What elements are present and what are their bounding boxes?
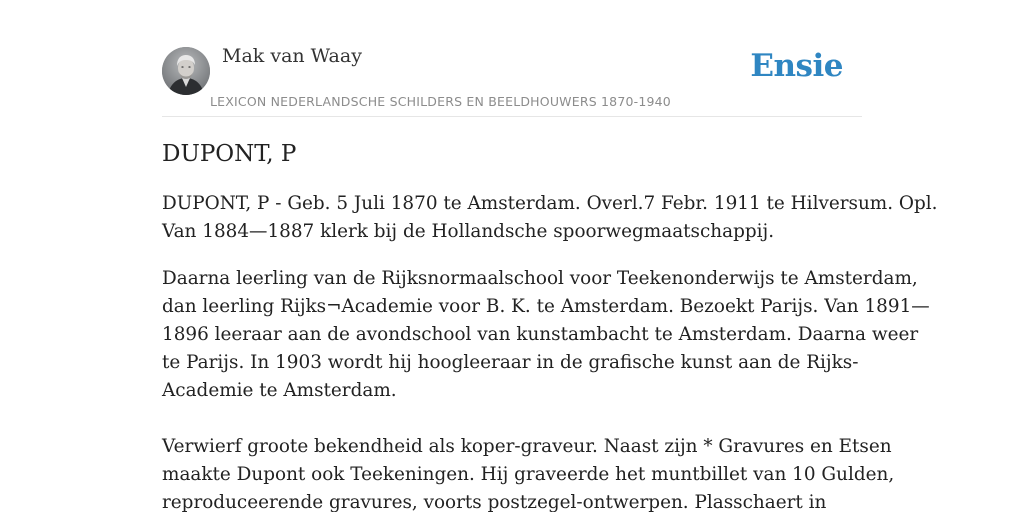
article-title: DUPONT, P bbox=[162, 141, 297, 167]
author-avatar[interactable] bbox=[162, 47, 210, 95]
publication-name: LEXICON NEDERLANDSCHE SCHILDERS EN BEELDHOUWERS 1870-1940 bbox=[210, 94, 671, 109]
paragraph-line: Daarna leerling van de Rijksnormaalschool voor Teekenonderwijs te Amsterdam, bbox=[162, 268, 918, 289]
paragraph-1 bbox=[162, 190, 938, 246]
author-name-link[interactable]: Mak van Waay bbox=[222, 45, 362, 67]
author-portrait-icon bbox=[162, 47, 210, 95]
ensie-logo-link[interactable]: Ensie bbox=[750, 48, 843, 84]
paragraph-line: 1896 leeraar aan de avondschool van kunstambacht te Amsterdam. Daarna weer bbox=[162, 324, 919, 345]
paragraph-line: reproduceerende gravures, voorts postzegel-ontwerpen. Plasschaert in bbox=[162, 492, 827, 512]
paragraph-2 bbox=[162, 265, 930, 405]
paragraph-line: te Parijs. In 1903 wordt hij hoogleeraar in de grafische kunst aan de Rijks- bbox=[162, 352, 859, 373]
paragraph-line: Verwierf groote bekendheid als koper-graveur. Naast zijn * Gravures en Etsen bbox=[162, 436, 892, 457]
paragraph-line: Academie te Amsterdam. bbox=[162, 380, 397, 401]
paragraph-line: DUPONT, P - Geb. 5 Juli 1870 te Amsterdam. Overl.7 Febr. 1911 te Hilversum. Opl. bbox=[162, 193, 938, 214]
paragraph-line: dan leerling Rijks¬Academie voor B. K. te Amsterdam. Bezoekt Parijs. Van 1891— bbox=[162, 296, 930, 317]
paragraph-line: Van 1884—1887 klerk bij de Hollandsche spoorwegmaatschappij. bbox=[162, 221, 775, 242]
article-header bbox=[162, 0, 862, 117]
paragraph-line: maakte Dupont ook Teekeningen. Hij graveerde het muntbillet van 10 Gulden, bbox=[162, 464, 895, 485]
article-body bbox=[162, 138, 938, 512]
paragraph-3 bbox=[162, 433, 895, 512]
